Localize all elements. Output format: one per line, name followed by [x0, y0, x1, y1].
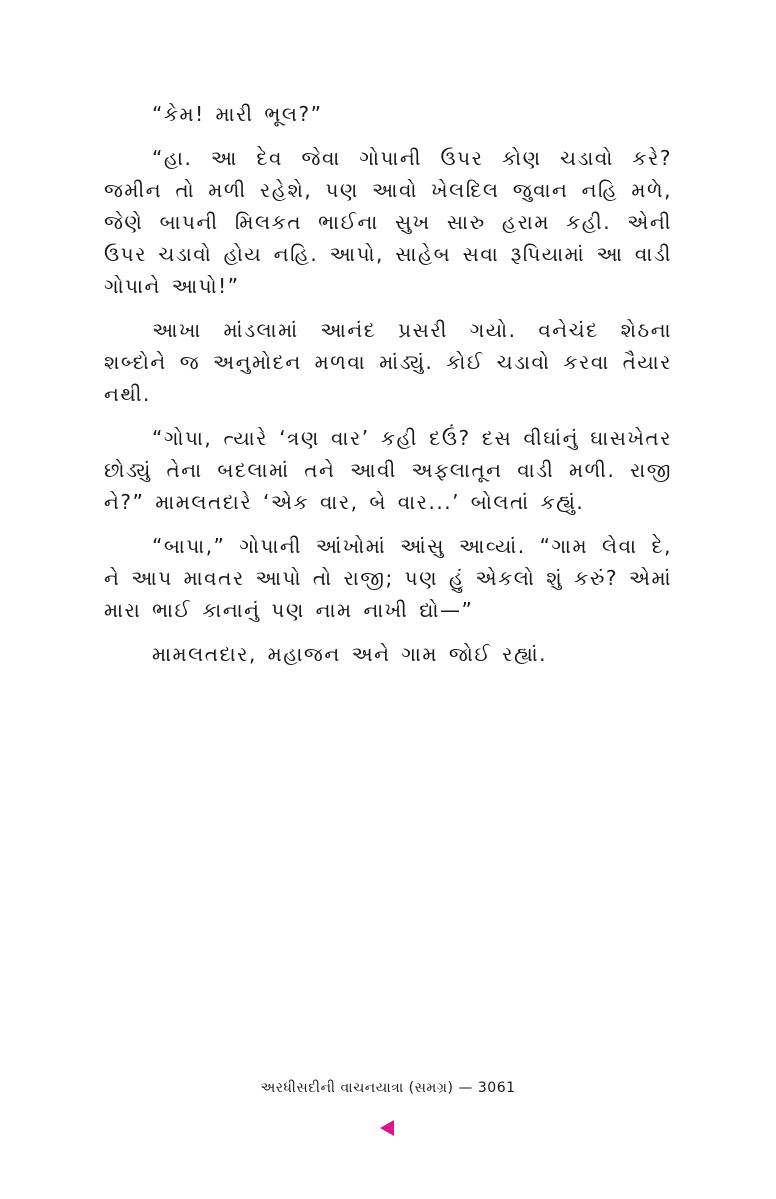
paragraph-2: “હા. આ દેવ જેવા ગોપાની ઉપર કોણ ચડાવો કરે? જમીન તો મળી રહેશે, પણ આવો ખેલદિલ જુવાન નહિ મળે, જેણે બાપની મિલકત ભાઈના સુખ સારુ હરામ કહી. એની ઉપર ચડાવો હોય નહિ. આપો, સાહેબ સવા રૂપિયામાં આ વાડી ગોપાને આપો!” [104, 146, 672, 298]
paragraph-4: “ગોપા, ત્યારે ‘ત્રણ વાર’ કહી દઉં? દસ વીઘાંનું ઘાસખેતર છોડ્યું તેના બદલામાં તને આવી અફલાતૂન વાડી મળી. રાજી ને?” મામલતદારે ‘એક વાર, બે વાર...’ બોલતાં કહ્યું. [104, 426, 672, 514]
paragraph-1: “કેમ! મારી ભૂલ?” [152, 102, 323, 126]
paragraph-6: મામલતદાર, મહાજન અને ગામ જોઈ રહ્યાં. [152, 642, 548, 666]
page-footer: અરધીસદીની વાચનયાત્રા (સમગ્ર) — 3061 [260, 1080, 516, 1096]
paragraph-3: આખા માંડલામાં આનંદ પ્રસરી ગયો. વનેચંદ શેઠના શબ્દોને જ અનુમોદન મળવા માંડ્યું. કોઈ ચડાવો કરવા તૈયાર નથી. [104, 318, 672, 406]
previous-page-arrow-icon[interactable] [380, 1120, 394, 1136]
page-body [104, 98, 672, 682]
paragraph-5: “બાપા,” ગોપાની આંખોમાં આંસુ આવ્યાં. “ગામ લેવા દે, ને આપ માવતર આપો તો રાજી; પણ હું એકલો શું કરું? એમાં મારા ભાઈ કાનાનું પણ નામ નાખી દ્યો—” [104, 534, 672, 622]
